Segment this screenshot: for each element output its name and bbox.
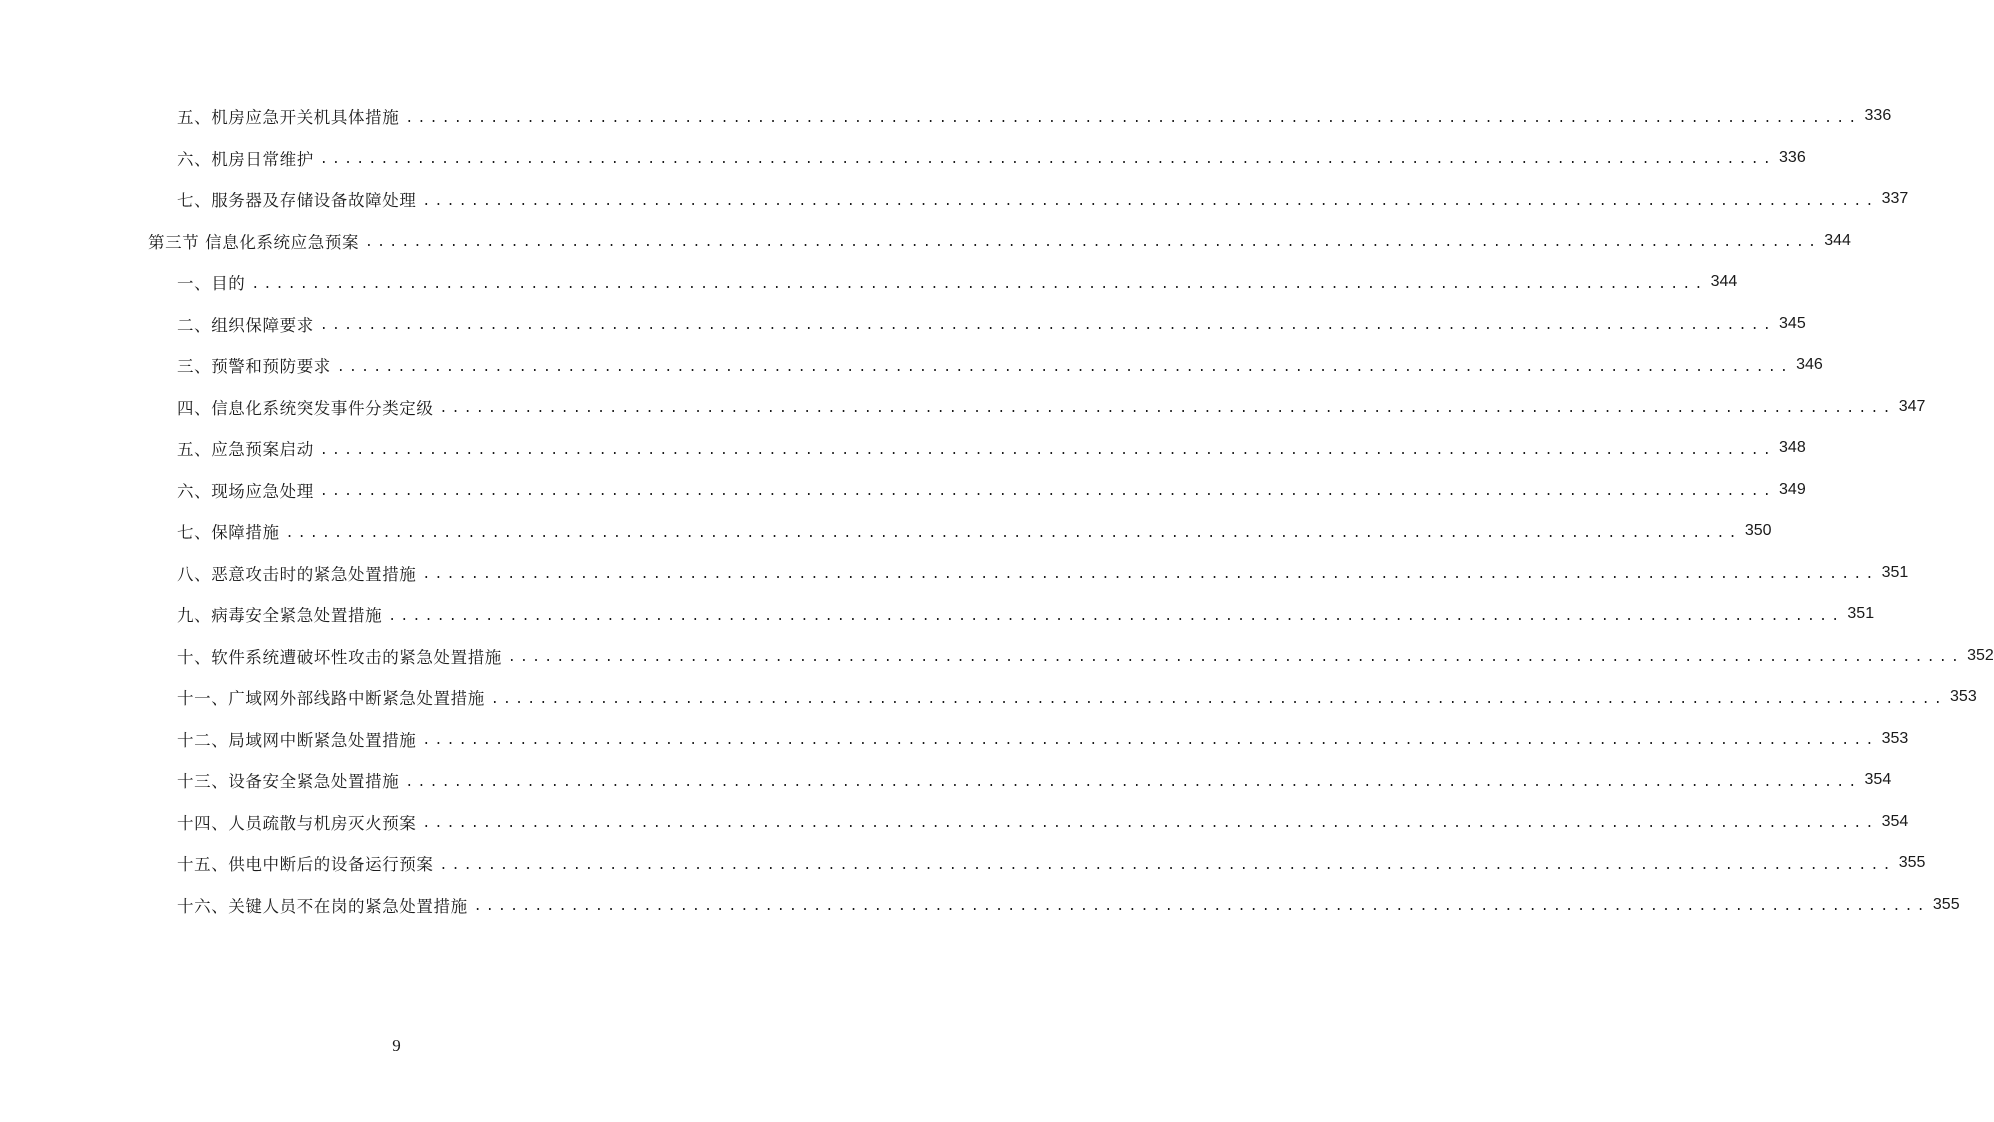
toc-entry-title: 七、保障措施 [177, 523, 280, 542]
toc-entry-page: 348 [1779, 439, 1806, 456]
dot-leader: ........................................................................................................................ [251, 276, 1707, 292]
dot-leader: ........................................................................................................................ [422, 567, 1878, 582]
dot-leader: ........................................................................................................................ [319, 318, 1776, 333]
toc-entry-title: 九、病毒安全紧急处置措施 [177, 606, 383, 625]
toc-entry-page: 349 [1779, 480, 1806, 498]
toc-entry-page: 336 [1864, 107, 1892, 124]
toc-entry[interactable] [177, 305, 1806, 343]
toc-entry-title: 五、应急预案启动 [177, 440, 314, 459]
toc-entry-page: 350 [1744, 522, 1772, 539]
toc-entry-page: 345 [1779, 314, 1806, 332]
toc-entry[interactable] [177, 512, 1772, 550]
toc-entry-title: 四、信息化系统突发事件分类定级 [177, 398, 434, 418]
dot-leader: ........................................................................................................................ [319, 442, 1776, 458]
dot-leader: ........................................................................................................................ [422, 193, 1878, 209]
toc-entry-page: 347 [1898, 397, 1926, 415]
toc-entry-title: 三、预警和预防要求 [177, 357, 331, 376]
toc-entry[interactable] [177, 263, 1738, 301]
dot-leader: ........................................................................................................................ [388, 608, 1844, 624]
toc-entry-title: 八、恶意攻击时的紧急处置措施 [177, 564, 417, 584]
toc-entry-title: 十一、广域网外部线路中断紧急处置措施 [177, 689, 485, 708]
toc-entry-page: 352 [1967, 646, 1994, 664]
toc-entry[interactable] [177, 761, 1892, 799]
toc-entry-page: 337 [1881, 190, 1909, 207]
toc-entry-title: 二、组织保障要求 [177, 315, 314, 335]
toc-entry[interactable] [177, 139, 1806, 177]
toc-entry[interactable] [177, 803, 1909, 841]
toc-entry[interactable] [177, 844, 1926, 882]
toc-entry-page: 353 [1950, 688, 1977, 705]
dot-leader: ........................................................................................................................ [405, 110, 1861, 126]
toc-section-entry[interactable] [148, 222, 1851, 260]
toc-entry-title: 七、服务器及存储设备故障处理 [177, 191, 417, 210]
dot-leader: ........................................................................................................................ [405, 774, 1861, 790]
toc-entry-page: 336 [1779, 148, 1806, 166]
toc-entry[interactable] [177, 346, 1823, 384]
toc-entry[interactable] [177, 637, 1994, 675]
dot-leader: ........................................................................................................................ [319, 152, 1776, 167]
toc-entry-title: 一、目的 [177, 274, 246, 293]
toc-entry-page: 354 [1864, 771, 1892, 788]
toc-entry[interactable] [177, 720, 1909, 758]
dot-leader: ........................................................................................................................ [507, 650, 1964, 665]
dot-leader: ........................................................................................................................ [336, 359, 1793, 375]
dot-leader: ........................................................................................................................ [473, 899, 1929, 914]
toc-entry-page: 351 [1881, 563, 1909, 581]
toc-entry-title: 五、机房应急开关机具体措施 [177, 108, 400, 127]
toc-entry[interactable] [177, 429, 1806, 467]
toc-entry-title: 第三节 信息化系统应急预案 [148, 232, 360, 252]
dot-leader: ........................................................................................................................ [439, 857, 1895, 873]
toc-entry[interactable] [177, 471, 1806, 509]
toc-entry[interactable] [177, 554, 1909, 592]
toc-entry-title: 六、机房日常维护 [177, 149, 314, 169]
toc-entry-page: 344 [1710, 273, 1738, 290]
dot-leader: ........................................................................................................................ [285, 525, 1741, 541]
toc-entry[interactable] [177, 595, 1875, 633]
dot-leader: ........................................................................................................................ [422, 816, 1878, 831]
dot-leader: ........................................................................................................................ [490, 691, 1947, 707]
toc-entry-page: 351 [1847, 605, 1875, 622]
page-number: 9 [392, 1036, 401, 1055]
toc-entry[interactable] [177, 388, 1926, 426]
toc-entry-page: 344 [1824, 231, 1851, 249]
toc-entry-title: 六、现场应急处理 [177, 481, 314, 501]
toc-entry-title: 十四、人员疏散与机房灭火预案 [177, 813, 417, 833]
dot-leader: ........................................................................................................................ [365, 235, 1821, 250]
toc-entry-page: 355 [1898, 854, 1926, 871]
dot-leader: ........................................................................................................................ [422, 733, 1878, 748]
toc-entry-page: 346 [1796, 356, 1823, 373]
toc-entry[interactable] [177, 180, 1909, 218]
toc-entry-title: 十六、关键人员不在岗的紧急处置措施 [177, 896, 468, 916]
toc-entry-page: 353 [1881, 729, 1909, 747]
toc-entry[interactable] [177, 97, 1892, 135]
toc-entry[interactable] [177, 678, 1977, 716]
toc-entry-title: 十、软件系统遭破坏性攻击的紧急处置措施 [177, 647, 502, 667]
dot-leader: ........................................................................................................................ [319, 484, 1776, 499]
dot-leader: ........................................................................................................................ [439, 401, 1895, 416]
toc-entry-title: 十三、设备安全紧急处置措施 [177, 772, 400, 791]
toc-entry-page: 355 [1932, 895, 1960, 913]
toc-entry-title: 十五、供电中断后的设备运行预案 [177, 855, 434, 874]
toc-entry-title: 十二、局域网中断紧急处置措施 [177, 730, 417, 750]
toc-entry-page: 354 [1881, 812, 1909, 830]
toc-entry[interactable] [177, 886, 1960, 924]
